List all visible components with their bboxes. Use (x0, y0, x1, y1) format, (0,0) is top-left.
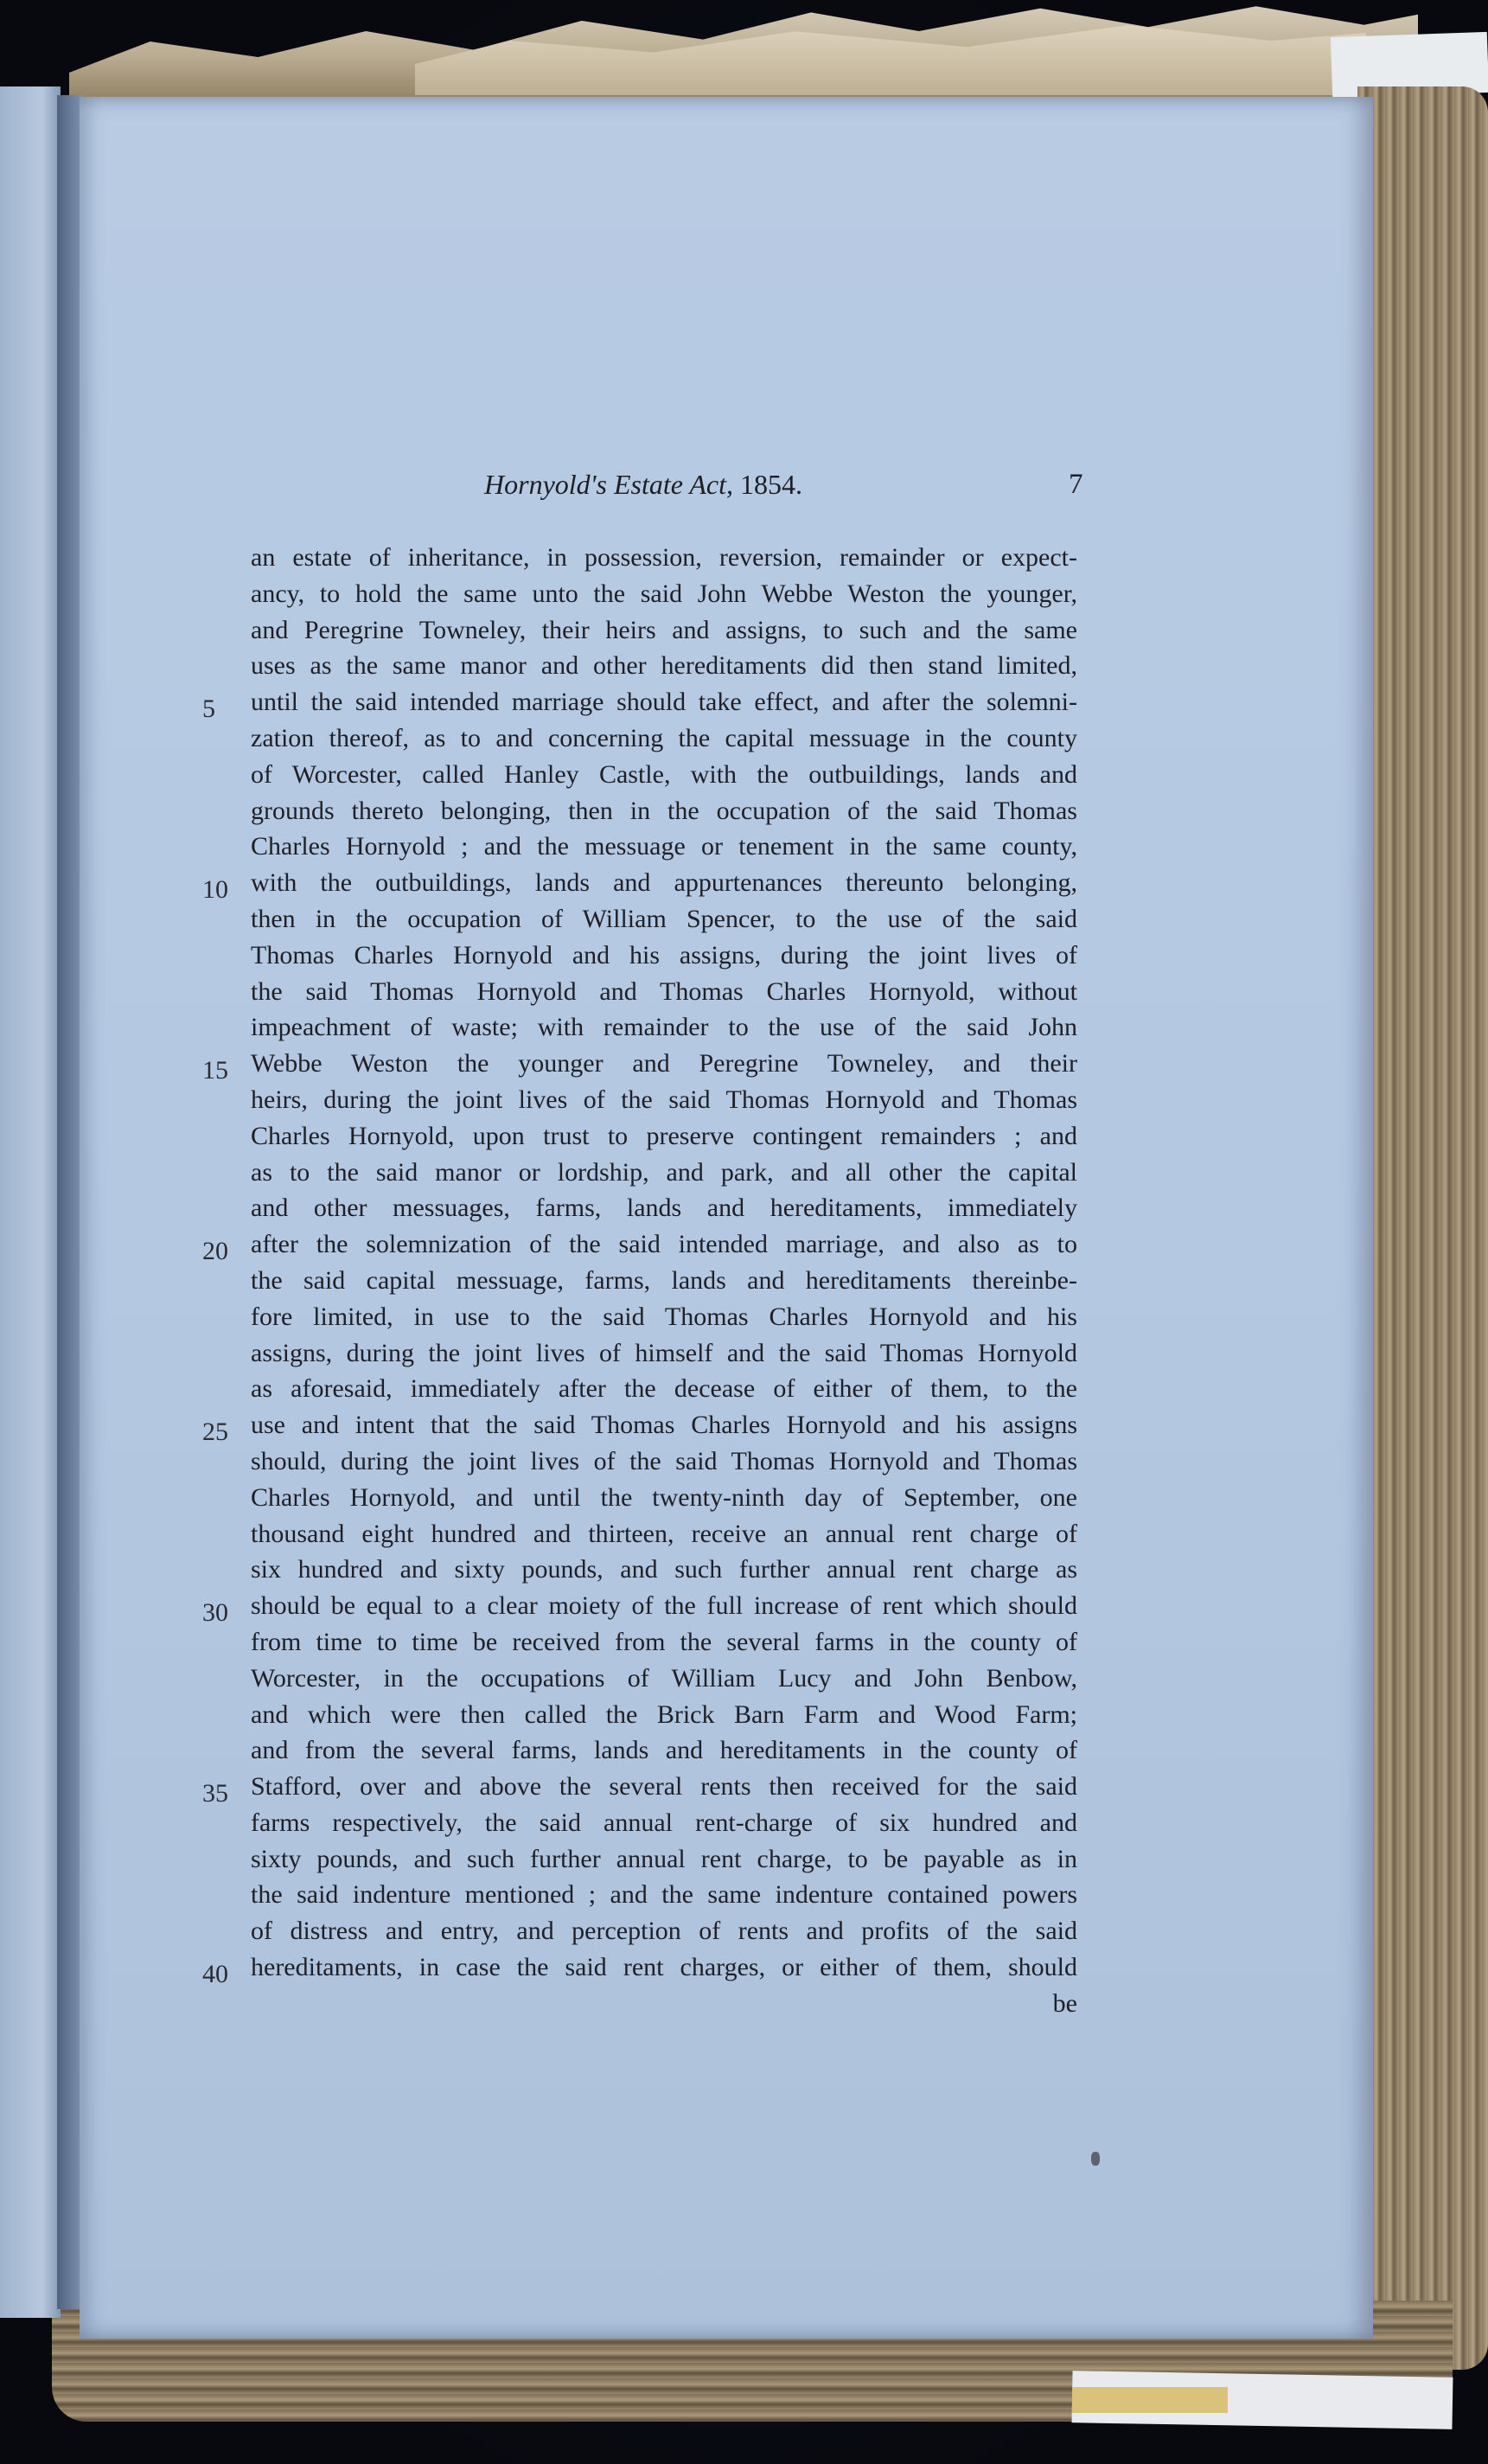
paper-slip-bottom-yellow (1072, 2387, 1228, 2413)
line-text: until the said intended marriage should take effect, and after the solemni- (251, 688, 1077, 717)
text-line (251, 1082, 1077, 1118)
line-text: hereditaments, in case the said rent charges, or either of them, should (251, 1953, 1077, 1982)
text-line (251, 1805, 1077, 1841)
text-line (202, 1407, 1077, 1447)
line-text: zation thereof, as to and concerning the capital messuage in the county (251, 723, 1077, 752)
text-line (202, 1769, 1077, 1808)
text-line (251, 1263, 1077, 1299)
line-number: 10 (202, 875, 228, 905)
line-number: 5 (202, 694, 215, 724)
text-line (251, 829, 1077, 865)
line-text: and which were then called the Brick Barn Farm and Wood Farm; (251, 1699, 1077, 1729)
line-text: Charles Hornyold, and until the twenty-ninth day of September, one (251, 1482, 1077, 1512)
line-text: assigns, during the joint lives of himself and the said Thomas Hornyold (251, 1338, 1077, 1367)
text-line (251, 1841, 1077, 1878)
line-text: farms respectively, the said annual rent-charge of six hundred and (251, 1808, 1077, 1837)
text-line (251, 1009, 1077, 1046)
line-text: as to the said manor or lordship, and park, and all other the capital (251, 1157, 1077, 1187)
line-text: thousand eight hundred and thirteen, receive an annual rent charge of (251, 1519, 1077, 1548)
text-line (251, 648, 1077, 684)
text-line (251, 1155, 1077, 1191)
line-text: Charles Hornyold ; and the messuage or tenement in the same county, (251, 832, 1077, 861)
line-number: 20 (202, 1237, 228, 1266)
text-line (251, 1190, 1077, 1226)
text-line (202, 1588, 1077, 1628)
page-header (0, 469, 1488, 503)
text-line (251, 974, 1077, 1010)
line-text: Charles Hornyold, upon trust to preserve contingent remainders ; and (251, 1121, 1077, 1150)
line-text: an estate of inheritance, in possession, reversion, remainder or expect- (251, 543, 1077, 572)
text-line (202, 1226, 1077, 1266)
text-line (251, 1552, 1077, 1588)
line-text: Thomas Charles Hornyold and his assigns, during the joint lives of (251, 940, 1077, 970)
text-line (251, 1697, 1077, 1733)
line-text: the said indenture mentioned ; and the same indenture contained powers (251, 1880, 1077, 1910)
text-line (251, 612, 1077, 649)
text-line (202, 1949, 1077, 1989)
line-text: should, during the joint lives of the said Thomas Hornyold and Thomas (251, 1446, 1077, 1475)
line-text: with the outbuildings, lands and appurtenances thereunto belonging, (251, 868, 1077, 898)
text-line (202, 865, 1077, 905)
line-text: the said Thomas Hornyold and Thomas Charles Hornyold, without (251, 976, 1077, 1006)
line-text: heirs, during the joint lives of the said Thomas Hornyold and Thomas (251, 1085, 1077, 1114)
line-number: 40 (202, 1960, 228, 1989)
text-line (251, 1913, 1077, 1949)
catchword: be (1052, 1988, 1077, 2018)
text-line (251, 1118, 1077, 1155)
line-text: and other messuages, farms, lands and hereditaments, immediately (251, 1194, 1077, 1223)
text-line (251, 757, 1077, 793)
line-text: the said capital messuage, farms, lands and hereditaments thereinbe- (251, 1265, 1077, 1295)
line-text: after the solemnization of the said intended marriage, and also as to (251, 1230, 1077, 1259)
running-title-year: 1854. (740, 469, 802, 500)
line-text: uses as the same manor and other hereditaments did then stand limited, (251, 651, 1077, 681)
line-text: six hundred and sixty pounds, and such further annual rent charge as (251, 1555, 1077, 1584)
running-title: Hornyold's Estate Act, 1854. (484, 469, 802, 500)
line-text: Worcester, in the occupations of William Lucy and John Benbow, (251, 1663, 1077, 1693)
text-line (251, 720, 1077, 757)
text-line (251, 1480, 1077, 1516)
text-line (251, 1732, 1077, 1769)
line-text: Webbe Weston the younger and Peregrine Towneley, and their (251, 1049, 1077, 1078)
line-number: 15 (202, 1056, 228, 1085)
line-text: then in the occupation of William Spencer, to the use of the said (251, 904, 1077, 933)
line-number: 35 (202, 1779, 228, 1808)
line-text: of Worcester, called Hanley Castle, with the outbuildings, lands and (251, 759, 1077, 789)
text-line (251, 1516, 1077, 1552)
line-text: of distress and entry, and perception of rents and profits of the said (251, 1917, 1077, 1946)
text-line (202, 1046, 1077, 1085)
text-line (251, 1624, 1077, 1661)
line-text: Stafford, over and above the several rents then received for the said (251, 1772, 1077, 1802)
line-text: should be equal to a clear moiety of the full increase of rent which should (251, 1591, 1077, 1621)
text-line (251, 1335, 1077, 1372)
line-text: sixty pounds, and such further annual rent charge, to be payable as in (251, 1844, 1077, 1873)
body-text (202, 540, 1077, 2022)
text-line (251, 938, 1077, 974)
line-text: as aforesaid, immediately after the decease of either of them, to the (251, 1374, 1077, 1404)
text-line (251, 793, 1077, 829)
line-text: fore limited, in use to the said Thomas Charles Hornyold and his (251, 1302, 1077, 1331)
text-line (202, 684, 1077, 724)
line-text: ancy, to hold the same unto the said John Webbe Weston the younger, (251, 579, 1077, 608)
book-page-edges-right (1357, 86, 1488, 2370)
line-text: and from the several farms, lands and hereditaments in the county of (251, 1736, 1077, 1765)
text-line (251, 576, 1077, 612)
line-text: and Peregrine Towneley, their heirs and assigns, to such and the same (251, 615, 1077, 644)
text-line (251, 901, 1077, 938)
text-line (251, 1443, 1077, 1480)
text-line (251, 1877, 1077, 1913)
line-text: from time to time be received from the several farms in the county of (251, 1627, 1077, 1656)
text-line (251, 1299, 1077, 1335)
page-number: 7 (1069, 469, 1083, 500)
text-line (251, 1661, 1077, 1697)
text-line (251, 1371, 1077, 1407)
line-text: grounds thereto belonging, then in the occupation of the said Thomas (251, 796, 1077, 825)
line-number: 25 (202, 1418, 228, 1447)
line-text: impeachment of waste; with remainder to the use of the said John (251, 1013, 1077, 1042)
line-number: 30 (202, 1598, 228, 1628)
previous-page-edge (0, 86, 61, 2318)
text-line (251, 540, 1077, 576)
ink-smudge (1091, 2152, 1100, 2166)
line-text: use and intent that the said Thomas Charles Hornyold and his assigns (251, 1411, 1077, 1440)
